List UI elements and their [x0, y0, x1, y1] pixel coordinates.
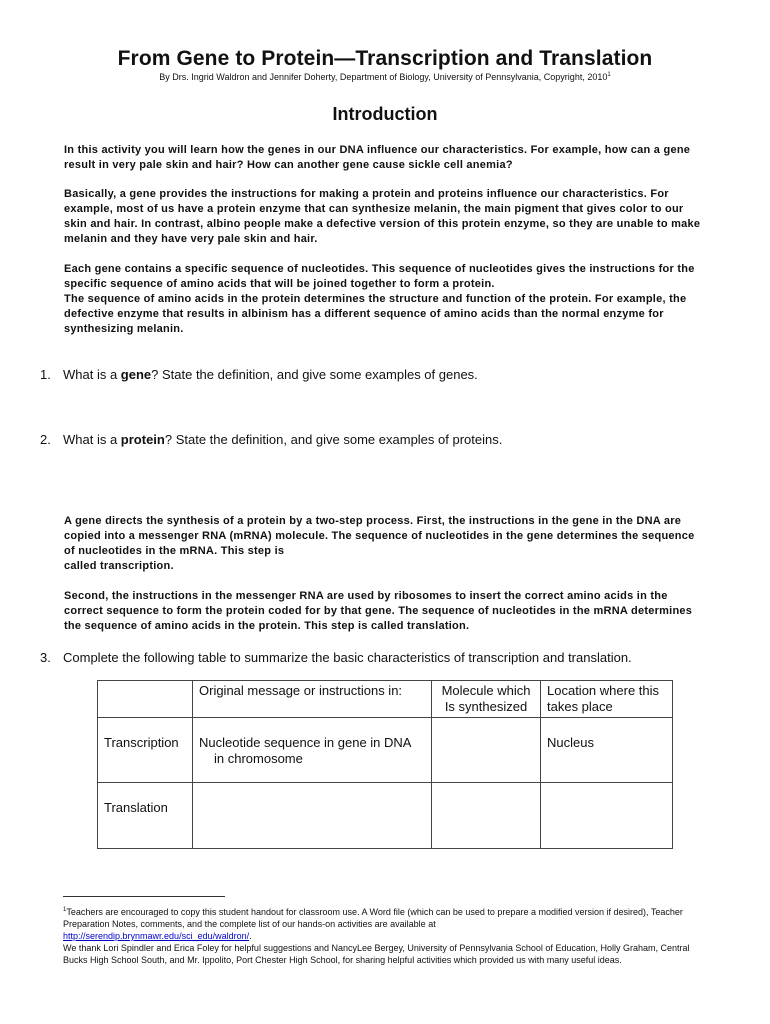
question-text-post: ? State the definition, and give some examples of genes. — [151, 367, 478, 382]
question-2 — [40, 432, 502, 447]
question-number: 3. — [40, 650, 51, 665]
footnote-text: Teachers are encouraged to copy this student handout for classroom use. A Word file (which can be used to prepare a modified version if desired), Teacher Preparation Notes, comments, and the complete list of our hands-on activities are available at — [63, 907, 683, 929]
steps-paragraph-1 — [64, 514, 704, 574]
table-row-label: Translation — [98, 783, 193, 849]
table-header-cell: Original message or instructions in: — [193, 681, 432, 718]
question-text-pre: What is a — [63, 432, 121, 447]
byline-text: By Drs. Ingrid Waldron and Jennifer Doherty, Department of Biology, University of Pennsylvania, Copyright, 2010 — [159, 72, 608, 82]
table-header-row — [98, 681, 673, 718]
question-text-post: ? State the definition, and give some examples of proteins. — [164, 432, 503, 447]
table-cell[interactable] — [193, 783, 432, 849]
question-number: 1. — [40, 367, 51, 382]
summary-table — [97, 680, 673, 849]
footnote-divider — [63, 896, 225, 897]
section-heading-introduction: Introduction — [332, 104, 438, 124]
question-1 — [40, 367, 478, 382]
question-3 — [40, 650, 632, 665]
footnote-marker: 1 — [607, 72, 611, 78]
table-cell[interactable] — [432, 718, 541, 783]
document-title: From Gene to Protein—Transcription and Translation — [117, 47, 653, 70]
byline — [0, 72, 770, 82]
question-keyword: protein — [120, 432, 165, 447]
footnote-link[interactable]: http://serendip.brynmawr.edu/sci_edu/waldron/ — [63, 931, 250, 941]
intro-paragraph-3a: Each gene contains a specific sequence of nucleotides. This sequence of nucleotides gives the instructions for the specific sequence of amino acids that will be joined together to form a protein. — [64, 263, 695, 290]
footnote-thanks: We thank Lori Spindler and Erica Foley for helpful suggestions and NancyLee Bergey, University of Pennsylvania School of Education, Holly Graham, Central Bucks High School South, and Mr. Ippolito, Port Chester High School, for sharing helpful activities which provided us with many useful ideas. — [63, 943, 690, 965]
steps-paragraph-1a: A gene directs the synthesis of a protein by a two-step process. First, the instructions in the gene in the DNA are copied into a messenger RNA (mRNA) molecule. The sequence of nucleotides in the gene determines the sequence of nucleotides in the mRNA. This step is — [64, 515, 695, 557]
table-row — [98, 718, 673, 783]
table-cell[interactable] — [432, 783, 541, 849]
intro-paragraph-1: In this activity you will learn how the genes in our DNA influence our characteristics. For example, how can a gene result in very pale skin and hair? How can another gene cause sickle cell anemia? — [64, 144, 691, 171]
footnote — [63, 904, 703, 966]
table-header-cell: Location where this takes place — [541, 681, 673, 718]
table-cell-line: Nucleotide sequence in gene in DNA — [199, 735, 412, 750]
question-text-pre: What is a — [63, 367, 121, 382]
steps-paragraph-1b: called transcription. — [64, 560, 174, 572]
table-cell[interactable] — [541, 783, 673, 849]
footnote-link-punctuation: . — [249, 931, 252, 941]
footnote-link-line — [63, 930, 703, 942]
table-cell — [193, 718, 432, 783]
intro-paragraph-2: Basically, a gene provides the instructions for making a protein and proteins influence our characteristics. For example, most of us have a protein enzyme that can synthesize melanin, the main pigment that gives color to our skin and hair. In contrast, albino people make a defective version of this protein enzyme, so they are unable to make melanin and they have very pale skin and hair. — [64, 188, 701, 245]
steps-paragraph-2: Second, the instructions in the messenger RNA are used by ribosomes to insert the correct amino acids in the correct sequence to form the protein coded for by that gene. The sequence of nucleotides in the mRNA determines the sequence of amino acids in the protein. This step is called translation. — [64, 590, 693, 632]
table-cell-line: in chromosome — [214, 751, 303, 766]
question-number: 2. — [40, 432, 51, 447]
table-row-label: Transcription — [98, 718, 193, 783]
table-header-cell — [98, 681, 193, 718]
question-keyword: gene — [120, 367, 152, 382]
footnote-line-1 — [63, 904, 703, 930]
table-header-cell: Molecule which Is synthesized — [432, 681, 541, 718]
table-row — [98, 783, 673, 849]
question-text: Complete the following table to summarize the basic characteristics of transcription and translation. — [63, 650, 632, 665]
footnote-number: 1 — [63, 907, 67, 913]
intro-paragraph-3b: The sequence of amino acids in the protein determines the structure and function of the protein. For example, the defective enzyme that results in albinism has a different sequence of amino acids than the normal enzyme for synthesizing melanin. — [64, 293, 687, 335]
intro-paragraph-3 — [64, 262, 704, 337]
table-cell: Nucleus — [541, 718, 673, 783]
